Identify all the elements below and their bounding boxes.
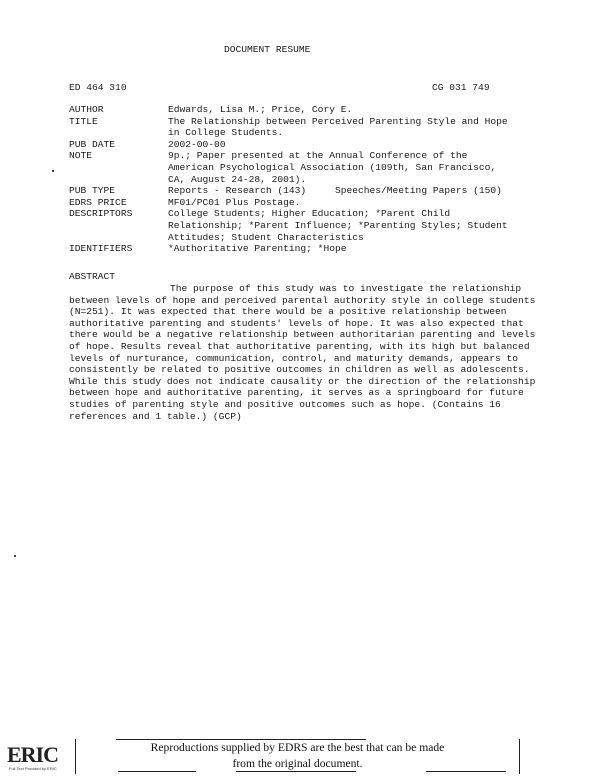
- meta-label: IDENTIFIERS: [69, 243, 133, 255]
- meta-value: 9p.; Paper presented at the Annual Conference of the American Psychological Association (109th, San Francisco, CA, August 24-28, 2001).: [168, 150, 497, 185]
- abstract-text: The purpose of this study was to investigate the relationship between levels of hope and perceived parental authority style in college students (N=251). It was expected that there would be a positive relationship between authoritative parenting and students' levels of hope. It was also expected that there would be a negative relationship between authoritarian parenting and levels of hope. Results reveal that authoritative parenting, with its high but balanced levels of nurturance, communication, control, and maturity demands, appears to consistently be related to positive outcomes in children as well as adolescents. While this study does not indicate causality or the direction of the relationship between hope and authoritative parenting, it serves as a springboard for future studies of parenting style and positive outcomes such as hope. (Contains 16 references and 1 table.) (GCP): [69, 283, 536, 422]
- rule-bottom-right: [426, 771, 506, 772]
- meta-label: PUB TYPE: [69, 185, 116, 197]
- meta-value: Reports - Research (143) Speeches/Meeting Papers (150): [168, 185, 502, 197]
- eric-logo: [7, 740, 59, 772]
- scan-speck: [14, 555, 16, 557]
- cg-number: CG 031 749: [432, 82, 490, 93]
- meta-label: AUTHOR: [69, 104, 104, 115]
- meta-row-pub-type: [69, 185, 539, 197]
- meta-value: Edwards, Lisa M.; Price, Cory E.: [168, 104, 353, 115]
- scan-speck: [52, 170, 54, 172]
- abstract-label: ABSTRACT: [69, 271, 116, 282]
- rule-bottom-left: [118, 771, 196, 772]
- rule-bottom-middle: [236, 771, 356, 772]
- eric-logo-subtext: Full Text Provided by ERIC: [9, 766, 57, 771]
- meta-row-descriptors: [69, 208, 539, 243]
- notice-line-1: Reproductions supplied by EDRS are the best that can be made: [150, 741, 445, 754]
- meta-row-author: [69, 104, 539, 116]
- meta-value: 2002-00-00: [168, 138, 226, 150]
- meta-label: EDRS PRICE: [69, 196, 127, 208]
- ed-number: ED 464 310: [69, 82, 127, 93]
- meta-row-edrs-price: [69, 197, 539, 209]
- meta-label: PUB DATE: [69, 138, 116, 150]
- meta-value: The Relationship between Perceived Parenting Style and Hope in College Students.: [168, 115, 508, 139]
- meta-row-note: [69, 150, 539, 185]
- meta-value: MF01/PC01 Plus Postage.: [168, 196, 301, 208]
- notice-line-2: from the original document.: [232, 757, 363, 770]
- meta-label: NOTE: [69, 150, 93, 162]
- meta-value: *Authoritative Parenting; *Hope: [168, 243, 347, 255]
- metadata-table: [69, 104, 539, 255]
- document-heading: DOCUMENT RESUME: [224, 44, 311, 55]
- meta-value: College Students; Higher Education; *Parent Child Relationship; *Parent Influence; *Parenting Styles; Student Attitudes; Student Characteristics: [168, 208, 508, 243]
- meta-row-pub-date: [69, 139, 539, 151]
- meta-row-identifiers: [69, 243, 539, 255]
- meta-label: TITLE: [69, 115, 98, 127]
- meta-row-title: [69, 116, 539, 139]
- reproduction-notice: [75, 739, 520, 774]
- rule-top: [116, 739, 366, 740]
- meta-label: DESCRIPTORS: [69, 208, 133, 220]
- eric-logo-text: ERIC: [7, 742, 59, 767]
